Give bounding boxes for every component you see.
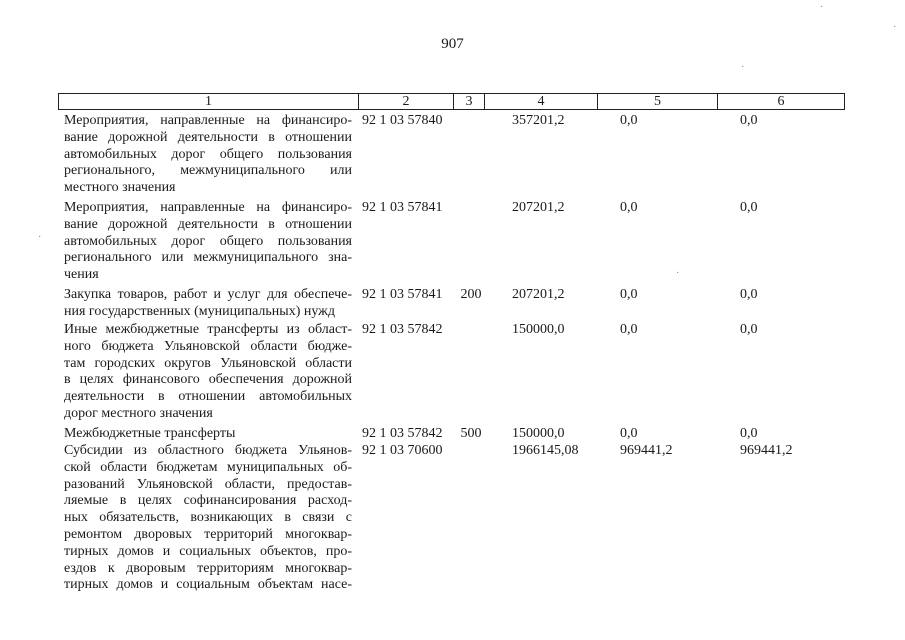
description-line: автомобильных дорог общего пользования (64, 233, 352, 249)
header-col-3: 3 (454, 93, 485, 110)
description-line: деятельности в отношении автомобильных (64, 389, 352, 405)
header-col-5: 5 (598, 93, 718, 110)
row-value-col4: 1966145,08 (512, 443, 579, 458)
description-line: там городских округов Ульяновской области (64, 355, 352, 371)
row-value-col6: 0,0 (740, 426, 758, 441)
row-code: 92 1 03 57840 (362, 113, 443, 128)
scan-speck: · (741, 62, 745, 73)
row-value-col4: 150000,0 (512, 322, 565, 337)
row-value-col5: 0,0 (620, 113, 638, 128)
description-line: вание дорожной деятельности в отношении (64, 216, 352, 232)
row-description (64, 443, 352, 594)
description-line: Закупка товаров, работ и услуг для обеспече- (64, 287, 352, 302)
row-value-col6: 0,0 (740, 322, 758, 337)
description-line: тирных домов и социальных объектов, про- (64, 543, 352, 559)
description-line: Иные межбюджетные трансферты из област- (64, 322, 352, 337)
description-line: ляемые в целях софинансирования расход- (64, 493, 352, 509)
description-line: ской области бюджетам муниципальных об- (64, 459, 352, 475)
row-value-col4: 207201,2 (512, 287, 565, 302)
description-line: дорог местного значения (64, 405, 213, 421)
row-code: 92 1 03 57841 (362, 200, 443, 215)
description-line: Субсидии из областного бюджета Ульянов- (64, 443, 352, 458)
description-line: в целях финансового обеспечения дорожной (64, 372, 352, 388)
description-line: чения (64, 267, 99, 283)
row-value-col5: 0,0 (620, 287, 638, 302)
description-line: регионального или межмуниципального зна- (64, 250, 352, 266)
description-line: тирных домов и социальным объектам насе- (64, 577, 352, 593)
row-description (64, 322, 352, 423)
row-value-col6: 0,0 (740, 113, 758, 128)
description-line: ного бюджета Ульяновской области бюдже- (64, 338, 352, 354)
header-col-1: 1 (58, 93, 359, 110)
row-kvr: 500 (460, 426, 482, 441)
scan-speck: · (820, 2, 824, 13)
description-line: местного значения (64, 180, 176, 196)
row-code: 92 1 03 57842 (362, 426, 443, 441)
row-description (64, 200, 352, 284)
row-kvr: 200 (460, 287, 482, 302)
row-value-col4: 207201,2 (512, 200, 565, 215)
row-value-col4: 357201,2 (512, 113, 565, 128)
header-col-6: 6 (718, 93, 845, 110)
scan-speck: · (38, 232, 42, 243)
description-line: разований Ульяновской области, предостав- (64, 476, 352, 492)
row-code: 92 1 03 57842 (362, 322, 443, 337)
page-number: 907 (441, 36, 464, 52)
description-line: ездов к дворовым территориям многоквар- (64, 560, 352, 576)
description-line: Мероприятия, направленные на финансиро- (64, 113, 352, 128)
row-description (64, 113, 352, 197)
description-line: вание дорожной деятельности в отношении (64, 129, 352, 145)
row-value-col5: 0,0 (620, 322, 638, 337)
row-description (64, 287, 352, 321)
row-value-col6: 0,0 (740, 287, 758, 302)
description-line: Межбюджетные трансферты (64, 426, 236, 441)
row-value-col6: 0,0 (740, 200, 758, 215)
description-line: ных обязательств, возникающих в связи с (64, 510, 352, 526)
description-line: ния государственных (муниципальных) нужд (64, 303, 335, 319)
row-code: 92 1 03 70600 (362, 443, 443, 458)
description-line: Мероприятия, направленные на финансиро- (64, 200, 352, 215)
row-value-col5: 969441,2 (620, 443, 673, 458)
row-description (64, 426, 352, 443)
row-code: 92 1 03 57841 (362, 287, 443, 302)
row-value-col5: 0,0 (620, 426, 638, 441)
scan-speck: · (893, 22, 897, 33)
scan-speck: · (676, 268, 680, 279)
header-col-4: 4 (485, 93, 598, 110)
description-line: ремонтом дворовых территорий многоквар- (64, 526, 352, 542)
description-line: регионального, межмуниципального или (64, 163, 352, 179)
header-col-2: 2 (359, 93, 454, 110)
row-value-col5: 0,0 (620, 200, 638, 215)
row-value-col6: 969441,2 (740, 443, 793, 458)
description-line: автомобильных дорог общего пользования (64, 146, 352, 162)
row-value-col4: 150000,0 (512, 426, 565, 441)
